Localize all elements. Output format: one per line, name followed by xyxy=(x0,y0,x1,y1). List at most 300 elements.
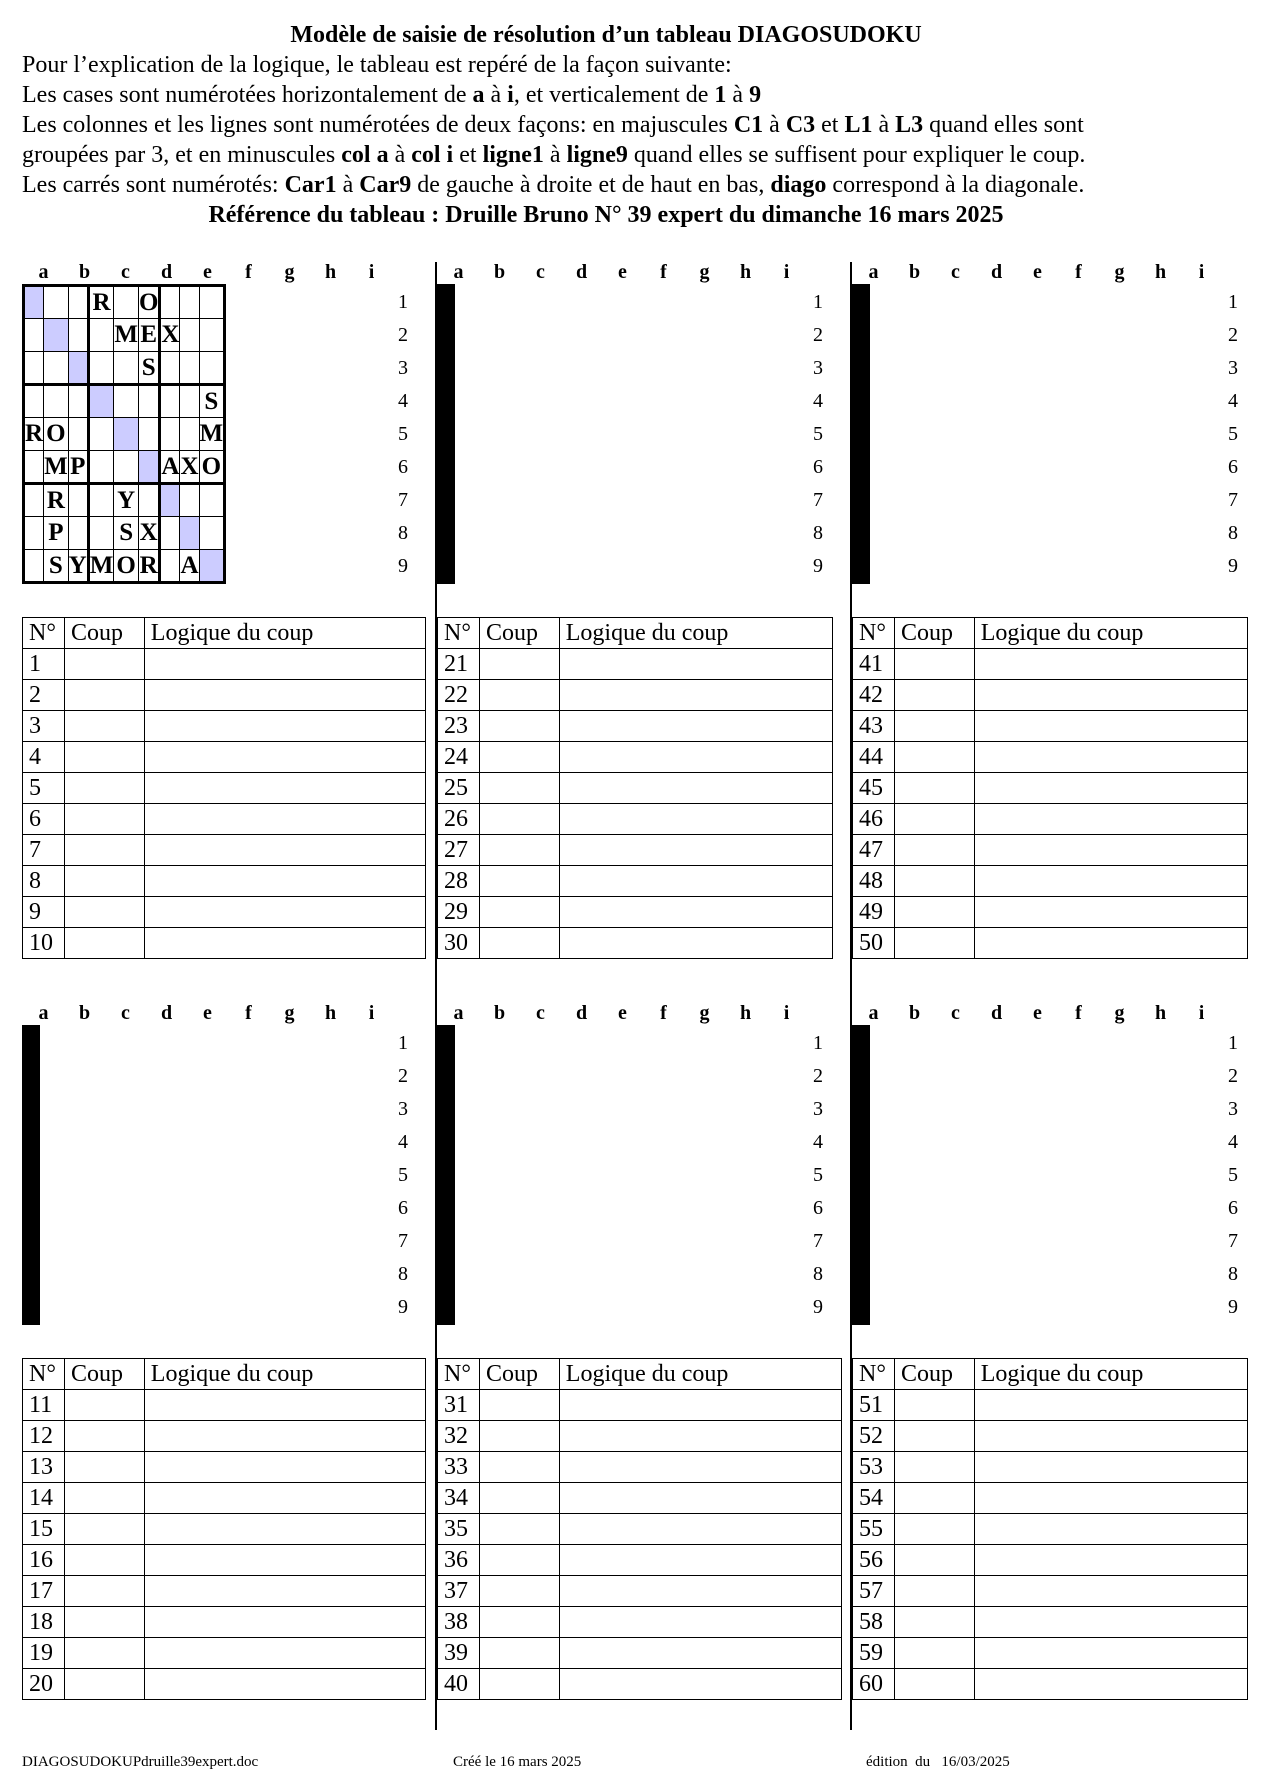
grid-cell[interactable]: S xyxy=(138,352,159,385)
grid-cell[interactable] xyxy=(867,1192,869,1225)
log-row xyxy=(23,928,426,959)
row-label: 4 xyxy=(398,1131,408,1153)
grid-cell[interactable] xyxy=(68,418,88,451)
grid-cell[interactable] xyxy=(452,451,454,484)
move-field[interactable] xyxy=(64,1452,144,1483)
logic-field[interactable] xyxy=(144,773,425,804)
log-row xyxy=(438,1514,842,1545)
move-field[interactable] xyxy=(64,711,144,742)
grid-cell[interactable] xyxy=(180,484,199,517)
grid-row xyxy=(24,1258,39,1291)
column-label: g xyxy=(699,261,710,283)
logic-field[interactable] xyxy=(974,1390,1247,1421)
grid-cell[interactable] xyxy=(199,517,225,550)
grid-cell[interactable] xyxy=(867,1060,869,1093)
move-field[interactable] xyxy=(64,1607,144,1638)
move-field[interactable] xyxy=(479,928,559,959)
grid-cell[interactable] xyxy=(24,286,44,319)
logic-field[interactable] xyxy=(144,742,425,773)
logic-field[interactable] xyxy=(144,649,425,680)
row-label: 9 xyxy=(398,1296,408,1318)
move-field[interactable] xyxy=(479,773,559,804)
row-label: 4 xyxy=(813,1131,823,1153)
grid-cell[interactable] xyxy=(37,1027,39,1060)
grid-cell[interactable] xyxy=(199,484,225,517)
grid-cell[interactable] xyxy=(867,1225,869,1258)
grid-cell[interactable] xyxy=(68,352,88,385)
logic-field[interactable] xyxy=(974,649,1247,680)
logic-field[interactable] xyxy=(974,1452,1247,1483)
move-field[interactable] xyxy=(64,804,144,835)
move-field[interactable] xyxy=(479,1483,559,1514)
grid-cell[interactable]: O xyxy=(44,418,69,451)
move-field[interactable] xyxy=(64,680,144,711)
grid-cell[interactable]: X xyxy=(180,451,199,484)
grid-cell[interactable]: R xyxy=(44,484,69,517)
log-row xyxy=(438,928,833,959)
grid-cell[interactable] xyxy=(867,1093,869,1126)
log-row xyxy=(23,773,426,804)
move-field[interactable] xyxy=(64,773,144,804)
grid-cell[interactable]: S xyxy=(44,550,69,583)
logic-field[interactable] xyxy=(974,1638,1247,1669)
grid-cell[interactable] xyxy=(88,451,114,484)
move-field[interactable] xyxy=(64,1514,144,1545)
grid-cell[interactable] xyxy=(88,319,114,352)
move-field[interactable] xyxy=(894,835,974,866)
logic-field[interactable] xyxy=(559,1452,841,1483)
logic-field[interactable] xyxy=(974,804,1247,835)
grid-cell[interactable]: S xyxy=(114,517,139,550)
grid-cell[interactable]: R xyxy=(88,286,114,319)
row-label: 4 xyxy=(813,390,823,412)
logic-field[interactable] xyxy=(559,742,832,773)
logic-field[interactable] xyxy=(974,928,1247,959)
move-field[interactable] xyxy=(894,866,974,897)
row-label: 1 xyxy=(1228,1032,1238,1054)
move-field[interactable] xyxy=(894,1514,974,1545)
move-field[interactable] xyxy=(64,1421,144,1452)
text: à xyxy=(763,112,786,138)
logic-field[interactable] xyxy=(144,680,425,711)
column-label: g xyxy=(1114,261,1125,283)
move-field[interactable] xyxy=(64,1576,144,1607)
grid-cell[interactable] xyxy=(452,319,454,352)
grid-cell[interactable]: X xyxy=(138,517,159,550)
grid-cell[interactable] xyxy=(88,352,114,385)
grid-cell[interactable] xyxy=(37,1192,39,1225)
move-field[interactable] xyxy=(894,1576,974,1607)
move-field[interactable] xyxy=(64,742,144,773)
grid-cell[interactable] xyxy=(88,385,114,418)
grid-cell[interactable] xyxy=(867,484,869,517)
grid-cell[interactable] xyxy=(24,319,44,352)
logic-field[interactable] xyxy=(144,1483,425,1514)
move-field[interactable] xyxy=(479,1669,559,1700)
logic-field[interactable] xyxy=(144,1514,425,1545)
grid-cell[interactable] xyxy=(88,517,114,550)
grid-cell[interactable] xyxy=(114,385,139,418)
log-header-row xyxy=(23,618,426,649)
grid-cell[interactable] xyxy=(44,286,69,319)
grid-cell[interactable]: M xyxy=(114,319,139,352)
move-field[interactable] xyxy=(479,649,559,680)
move-field[interactable] xyxy=(894,711,974,742)
logic-field[interactable] xyxy=(974,835,1247,866)
move-field[interactable] xyxy=(894,649,974,680)
grid-cell[interactable] xyxy=(452,385,454,418)
logic-field[interactable] xyxy=(144,1576,425,1607)
grid-cell[interactable] xyxy=(452,517,454,550)
logic-field[interactable] xyxy=(559,1607,841,1638)
grid-cell[interactable] xyxy=(160,484,180,517)
grid-cell[interactable] xyxy=(160,550,180,583)
grid-cell[interactable] xyxy=(114,286,139,319)
grid-cell[interactable] xyxy=(37,1225,39,1258)
grid-row xyxy=(854,1225,869,1258)
logic-field[interactable] xyxy=(974,1514,1247,1545)
logic-field[interactable] xyxy=(559,711,832,742)
grid-cell[interactable] xyxy=(452,550,454,583)
move-field[interactable] xyxy=(479,1421,559,1452)
logic-field[interactable] xyxy=(559,866,832,897)
grid-cell[interactable] xyxy=(199,352,225,385)
move-field[interactable] xyxy=(64,649,144,680)
move-field[interactable] xyxy=(479,1390,559,1421)
log-header-num: N° xyxy=(853,618,895,649)
grid-cell[interactable] xyxy=(867,418,869,451)
grid-cell[interactable] xyxy=(867,1258,869,1291)
grid-cell[interactable] xyxy=(452,1192,454,1225)
logic-field[interactable] xyxy=(144,1545,425,1576)
grid-cell[interactable] xyxy=(160,286,180,319)
move-field[interactable] xyxy=(64,1483,144,1514)
move-field[interactable] xyxy=(894,742,974,773)
grid-row xyxy=(439,319,454,352)
move-field[interactable] xyxy=(479,866,559,897)
grid-cell[interactable] xyxy=(68,319,88,352)
move-field[interactable] xyxy=(894,804,974,835)
grid-row xyxy=(439,418,454,451)
grid-cell[interactable]: R xyxy=(138,550,159,583)
text: à xyxy=(484,82,508,108)
log-row xyxy=(23,1545,426,1576)
grid-cell[interactable] xyxy=(160,352,180,385)
column-label: c xyxy=(121,1002,130,1024)
row-label: 7 xyxy=(813,489,823,511)
grid-cell[interactable] xyxy=(37,1126,39,1159)
grid-cell[interactable] xyxy=(180,319,199,352)
logic-field[interactable] xyxy=(559,1483,841,1514)
logic-field[interactable] xyxy=(144,1669,425,1700)
text: et xyxy=(815,112,845,138)
grid-cell[interactable]: O xyxy=(138,286,159,319)
grid-cell[interactable] xyxy=(68,484,88,517)
move-field[interactable] xyxy=(479,1607,559,1638)
logic-field[interactable] xyxy=(559,1390,841,1421)
grid-cell[interactable] xyxy=(867,286,869,319)
grid-cell[interactable] xyxy=(867,1027,869,1060)
row-label: 6 xyxy=(813,456,823,478)
grid-cell[interactable] xyxy=(452,418,454,451)
logic-field[interactable] xyxy=(144,866,425,897)
move-number: 5 xyxy=(23,773,65,804)
grid-cell[interactable] xyxy=(37,1093,39,1126)
logic-field[interactable] xyxy=(974,1421,1247,1452)
logic-field[interactable] xyxy=(144,897,425,928)
grid-cell[interactable] xyxy=(180,352,199,385)
grid-cell[interactable] xyxy=(452,286,454,319)
move-field[interactable] xyxy=(894,1545,974,1576)
row-label: 7 xyxy=(1228,489,1238,511)
grid-cell[interactable] xyxy=(37,1060,39,1093)
move-log-table xyxy=(22,1358,426,1700)
logic-field[interactable] xyxy=(144,804,425,835)
grid-cell[interactable] xyxy=(867,1159,869,1192)
move-field[interactable] xyxy=(64,1545,144,1576)
grid-cell[interactable] xyxy=(138,418,159,451)
grid-cell[interactable] xyxy=(452,1027,454,1060)
grid-cell[interactable]: A xyxy=(160,451,180,484)
logic-field[interactable] xyxy=(974,742,1247,773)
logic-field[interactable] xyxy=(559,835,832,866)
grid-cell[interactable]: A xyxy=(180,550,199,583)
logic-field[interactable] xyxy=(559,1576,841,1607)
grid-cell[interactable] xyxy=(24,451,44,484)
column-divider xyxy=(850,262,852,1730)
logic-field[interactable] xyxy=(559,773,832,804)
grid-cell[interactable] xyxy=(24,352,44,385)
grid-cell[interactable] xyxy=(138,385,159,418)
log-row xyxy=(23,680,426,711)
logic-field[interactable] xyxy=(559,928,832,959)
column-label: e xyxy=(618,261,627,283)
grid-cell[interactable] xyxy=(452,1126,454,1159)
grid-cell[interactable] xyxy=(452,484,454,517)
text: et xyxy=(453,142,483,168)
move-field[interactable] xyxy=(894,1452,974,1483)
logic-field[interactable] xyxy=(559,1421,841,1452)
move-field[interactable] xyxy=(894,897,974,928)
move-field[interactable] xyxy=(64,928,144,959)
grid-cell[interactable] xyxy=(68,385,88,418)
grid-cell[interactable] xyxy=(867,1126,869,1159)
move-field[interactable] xyxy=(894,1669,974,1700)
grid-cell[interactable] xyxy=(867,352,869,385)
move-field[interactable] xyxy=(479,680,559,711)
column-label: d xyxy=(160,1002,173,1024)
move-field[interactable] xyxy=(479,1545,559,1576)
grid-cell[interactable] xyxy=(180,385,199,418)
move-field[interactable] xyxy=(894,680,974,711)
log-row xyxy=(23,711,426,742)
move-field[interactable] xyxy=(479,1514,559,1545)
move-field[interactable] xyxy=(894,773,974,804)
logic-field[interactable] xyxy=(974,897,1247,928)
grid-cell[interactable] xyxy=(160,517,180,550)
grid-cell[interactable] xyxy=(88,418,114,451)
logic-field[interactable] xyxy=(144,835,425,866)
logic-field[interactable] xyxy=(974,1607,1247,1638)
move-field[interactable] xyxy=(64,897,144,928)
move-number: 14 xyxy=(23,1483,65,1514)
grid-cell[interactable] xyxy=(452,352,454,385)
move-field[interactable] xyxy=(479,1452,559,1483)
grid-cell[interactable] xyxy=(24,385,44,418)
text: à xyxy=(726,82,750,108)
logic-field[interactable] xyxy=(974,1669,1247,1700)
grid-cell[interactable]: S xyxy=(199,385,225,418)
grid-cell[interactable] xyxy=(867,319,869,352)
grid-cell[interactable] xyxy=(88,484,114,517)
grid-cell[interactable] xyxy=(867,1291,869,1324)
logic-field[interactable] xyxy=(974,711,1247,742)
logic-field[interactable] xyxy=(974,680,1247,711)
logic-field[interactable] xyxy=(144,1638,425,1669)
grid-cell[interactable] xyxy=(44,352,69,385)
move-field[interactable] xyxy=(894,1483,974,1514)
grid-cell[interactable] xyxy=(452,1291,454,1324)
move-field[interactable] xyxy=(479,1638,559,1669)
grid-cell[interactable] xyxy=(68,517,88,550)
grid-cell[interactable]: R xyxy=(24,418,44,451)
grid-cell[interactable] xyxy=(114,352,139,385)
move-field[interactable] xyxy=(894,1390,974,1421)
grid-cell[interactable] xyxy=(160,385,180,418)
grid-row xyxy=(854,517,869,550)
logic-field[interactable] xyxy=(144,711,425,742)
logic-field[interactable] xyxy=(974,1545,1247,1576)
logic-field[interactable] xyxy=(559,1638,841,1669)
grid-cell[interactable]: M xyxy=(199,418,225,451)
grid-cell[interactable]: O xyxy=(114,550,139,583)
move-number: 39 xyxy=(438,1638,480,1669)
grid-cell[interactable] xyxy=(452,1093,454,1126)
grid-cell[interactable] xyxy=(37,1159,39,1192)
logic-field[interactable] xyxy=(974,866,1247,897)
grid-cell[interactable] xyxy=(37,1258,39,1291)
log-header-logique: Logique du coup xyxy=(144,1359,425,1390)
grid-cell[interactable]: O xyxy=(199,451,225,484)
grid-cell[interactable]: Y xyxy=(68,550,88,583)
grid-cell[interactable] xyxy=(452,1060,454,1093)
grid-cell[interactable] xyxy=(452,1159,454,1192)
grid-cell[interactable] xyxy=(24,517,44,550)
grid-cell[interactable] xyxy=(867,451,869,484)
row-label: 3 xyxy=(813,1098,823,1120)
grid-cell[interactable] xyxy=(867,517,869,550)
logic-field[interactable] xyxy=(974,1576,1247,1607)
grid-cell[interactable]: M xyxy=(44,451,69,484)
grid-cell[interactable] xyxy=(452,1258,454,1291)
grid-cell[interactable] xyxy=(138,451,159,484)
move-field[interactable] xyxy=(479,711,559,742)
grid-cell[interactable]: E xyxy=(138,319,159,352)
logic-field[interactable] xyxy=(559,804,832,835)
move-field[interactable] xyxy=(64,1390,144,1421)
move-field[interactable] xyxy=(479,804,559,835)
grid-cell[interactable]: Y xyxy=(114,484,139,517)
move-field[interactable] xyxy=(479,1576,559,1607)
logic-field[interactable] xyxy=(144,928,425,959)
move-number: 29 xyxy=(438,897,480,928)
grid-cell[interactable] xyxy=(68,286,88,319)
grid-cell[interactable] xyxy=(199,550,225,583)
grid-cell[interactable] xyxy=(867,385,869,418)
grid-cell[interactable] xyxy=(138,484,159,517)
move-field[interactable] xyxy=(479,897,559,928)
grid-cell[interactable] xyxy=(24,550,44,583)
grid-cell[interactable] xyxy=(199,286,225,319)
move-field[interactable] xyxy=(479,835,559,866)
logic-field[interactable] xyxy=(144,1607,425,1638)
logic-field[interactable] xyxy=(559,1514,841,1545)
grid-cell[interactable] xyxy=(24,484,44,517)
move-field[interactable] xyxy=(894,1607,974,1638)
logic-field[interactable] xyxy=(144,1390,425,1421)
move-log-table xyxy=(852,1358,1248,1700)
logic-field[interactable] xyxy=(559,649,832,680)
grid-cell[interactable]: P xyxy=(68,451,88,484)
grid-cell[interactable] xyxy=(114,451,139,484)
move-field[interactable] xyxy=(64,866,144,897)
grid-cell[interactable] xyxy=(44,319,69,352)
logic-field[interactable] xyxy=(559,680,832,711)
move-field[interactable] xyxy=(894,1421,974,1452)
grid-cell[interactable] xyxy=(199,319,225,352)
grid-cell[interactable]: M xyxy=(88,550,114,583)
grid-cell[interactable] xyxy=(867,550,869,583)
grid-cell[interactable] xyxy=(160,418,180,451)
log-header-row xyxy=(438,618,833,649)
column-label: i xyxy=(1198,1002,1205,1024)
log-row xyxy=(438,1669,842,1700)
move-number: 23 xyxy=(438,711,480,742)
grid-cell[interactable] xyxy=(37,1291,39,1324)
log-row xyxy=(853,897,1248,928)
logic-field[interactable] xyxy=(559,897,832,928)
grid-cell[interactable]: P xyxy=(44,517,69,550)
grid-cell[interactable] xyxy=(180,517,199,550)
grid-cell[interactable] xyxy=(452,1225,454,1258)
move-number: 17 xyxy=(23,1576,65,1607)
move-number: 60 xyxy=(853,1669,895,1700)
logic-field[interactable] xyxy=(144,1421,425,1452)
move-field[interactable] xyxy=(64,835,144,866)
move-field[interactable] xyxy=(894,1638,974,1669)
grid-row xyxy=(439,385,454,418)
logic-field[interactable] xyxy=(559,1669,841,1700)
logic-field[interactable] xyxy=(559,1545,841,1576)
move-log-table xyxy=(437,1358,842,1700)
intro-line-1: Pour l’explication de la logique, le tableau est repéré de la façon suivante: xyxy=(22,52,732,78)
grid-cell[interactable] xyxy=(44,385,69,418)
move-field[interactable] xyxy=(64,1669,144,1700)
logic-field[interactable] xyxy=(974,773,1247,804)
grid-cell[interactable] xyxy=(180,418,199,451)
column-label: e xyxy=(203,1002,212,1024)
text: correspond à la diagonale. xyxy=(826,172,1085,198)
logic-field[interactable] xyxy=(974,1483,1247,1514)
grid-cell[interactable]: X xyxy=(160,319,180,352)
move-field[interactable] xyxy=(479,742,559,773)
grid-cell[interactable] xyxy=(114,418,139,451)
move-field[interactable] xyxy=(894,928,974,959)
log-row xyxy=(23,1452,426,1483)
logic-field[interactable] xyxy=(144,1452,425,1483)
move-field[interactable] xyxy=(64,1638,144,1669)
grid-cell[interactable] xyxy=(180,286,199,319)
